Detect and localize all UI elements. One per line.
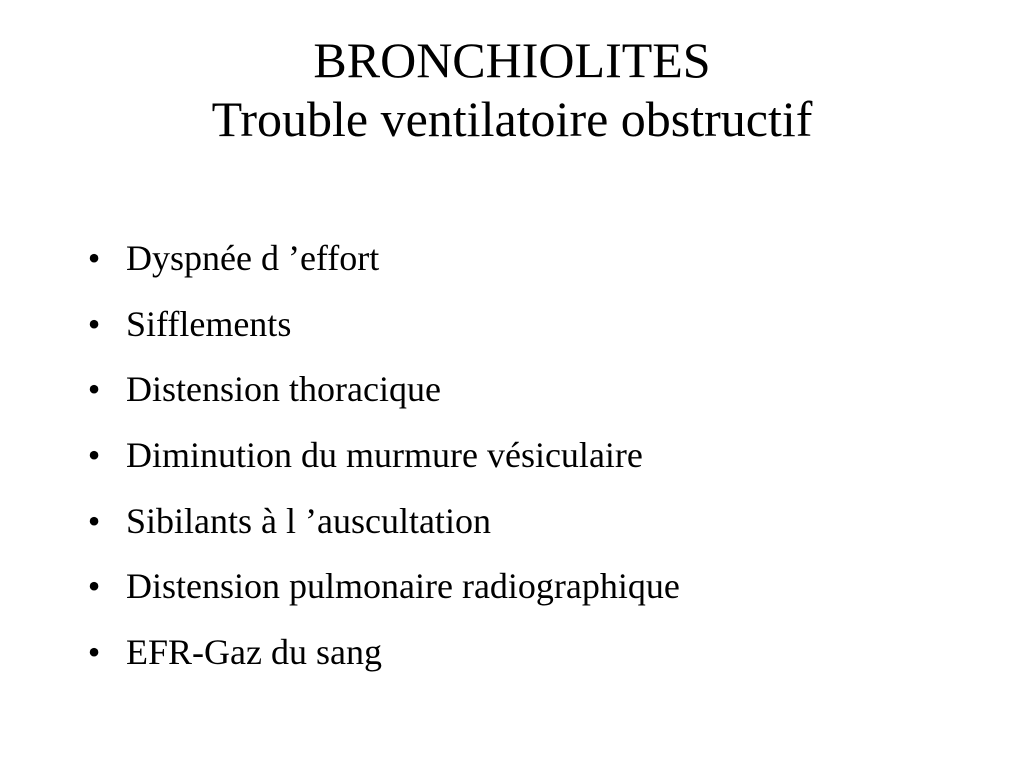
bullet-text: Distension pulmonaire radiographique	[126, 566, 680, 607]
bullet-text: Diminution du murmure vésiculaire	[126, 435, 643, 476]
bullet-icon: •	[87, 435, 101, 476]
bullet-icon: •	[87, 369, 101, 410]
bullet-icon: •	[87, 303, 101, 344]
bullet-item	[84, 499, 680, 543]
bullet-list	[84, 236, 680, 696]
bullet-icon: •	[87, 500, 101, 541]
bullet-item	[84, 236, 680, 280]
slide-title-block	[0, 30, 1024, 148]
bullet-item	[84, 302, 680, 346]
bullet-text: Distension thoracique	[126, 369, 441, 410]
bullet-icon: •	[87, 566, 101, 607]
bullet-text: Dyspnée d ’effort	[126, 238, 380, 278]
bullet-icon: •	[87, 632, 101, 673]
bullet-item	[84, 433, 680, 477]
slide-title: BRONCHIOLITES	[313, 32, 711, 88]
bullet-text: EFR-Gaz du sang	[126, 632, 382, 673]
slide-subtitle: Trouble ventilatoire obstructif	[211, 91, 813, 147]
bullet-text: Sifflements	[126, 303, 292, 344]
bullet-text: Sibilants à l ’auscultation	[126, 500, 491, 541]
bullet-item	[84, 367, 680, 411]
bullet-item	[84, 630, 680, 674]
bullet-icon: •	[87, 238, 101, 278]
bullet-item	[84, 564, 680, 608]
